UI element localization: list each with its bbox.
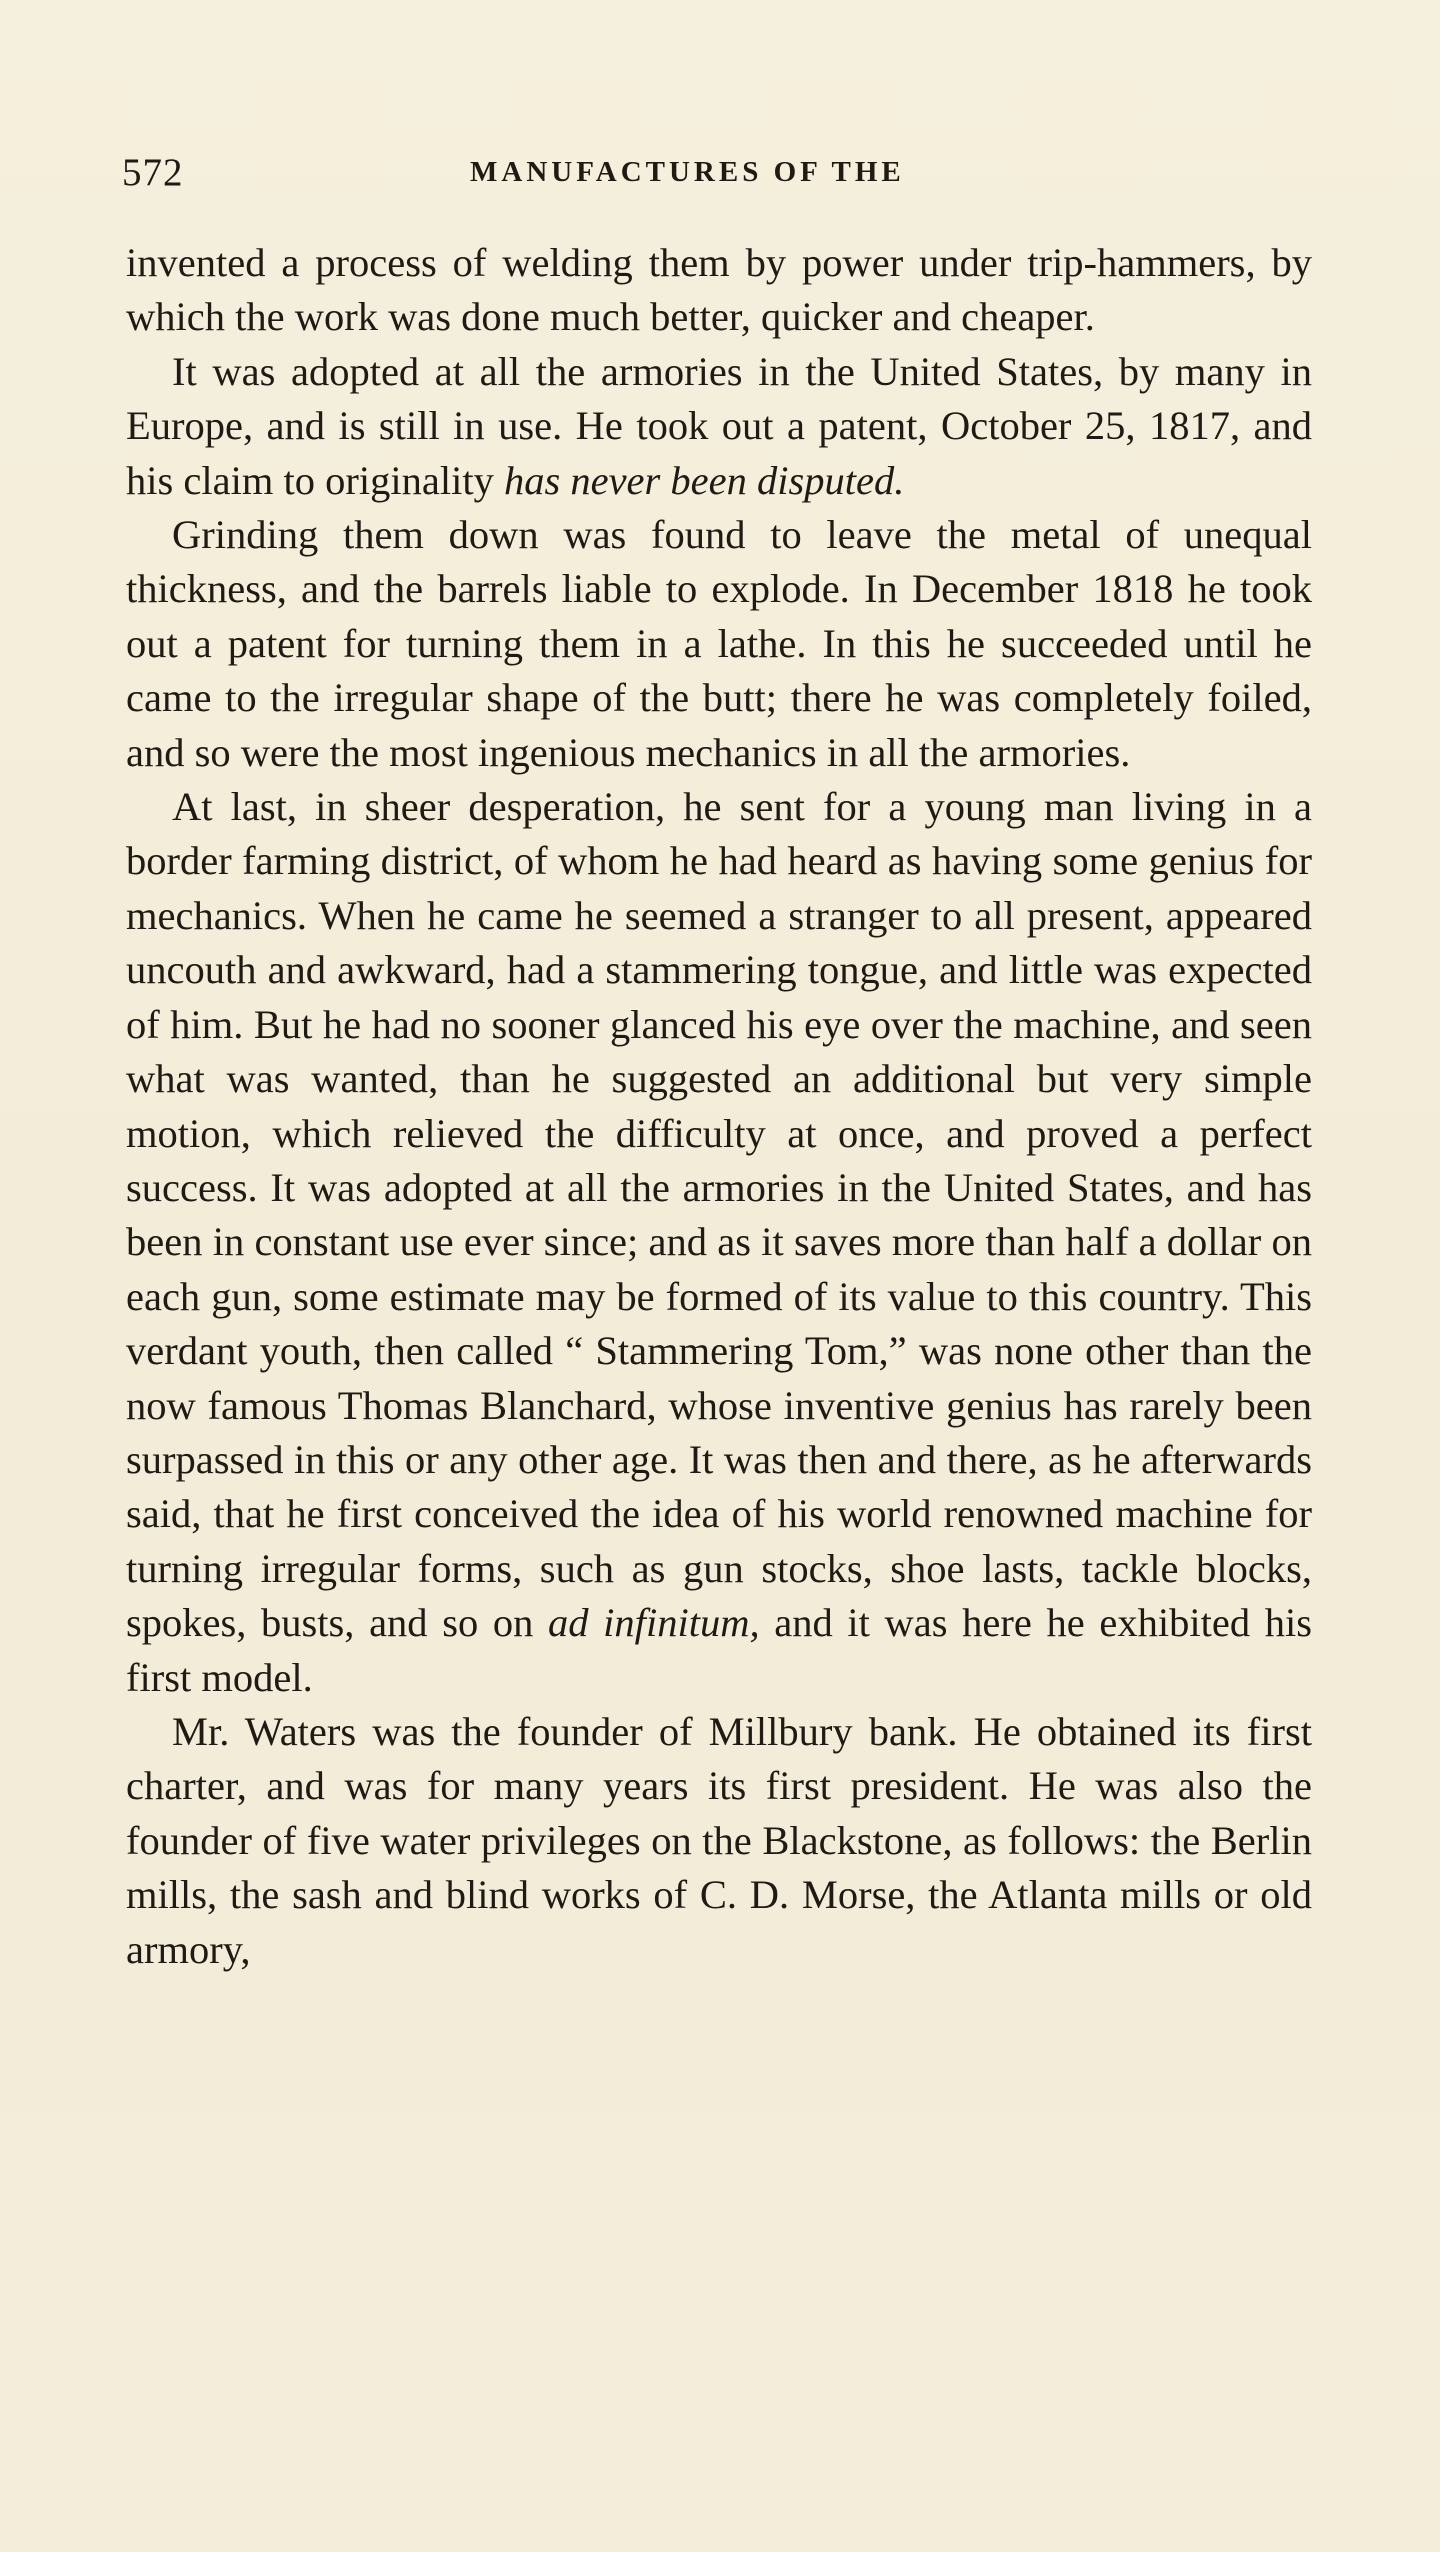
paragraph-blanchard-text: At last, in sheer desperation, he sent for a young man living in a border farming district, of whom he had heard as having some genius for mechanics. When he came he seemed a stranger to all present, appeared uncouth and awkward, had a stammering tongue, and little was expected of him. But he had no sooner glanced his eye over the machine, and seen what was wanted, than he suggested an additional but very simple motion, which relieved the difficulty at once, and proved a perfect success. It was adopted at all the armories in the United States, and has been in constant use ever since; and as it saves more than half a dollar on each gun, some estimate may be formed of its value to this country. This verdant youth, then called “ Stammering Tom,” was none other than the now famous Thomas Blanchard, whose inventive genius has rarely been surpassed in this or any other age. It was then and there, as he afterwards said, that he first conceived the idea of his world renowned machine for turning irregular forms, such as gun stocks, shoe lasts, tackle blocks, spokes, busts, and so on [126,784,1312,1646]
paragraph-patent-text: It was adopted at all the armories in the United States, by many in Europe, and is still in use. He took out a patent, October 25, 1817, and his claim to originality [126,348,1312,503]
paragraph-welding-text: invented a process of welding them by power under trip-hammers, by which the work was done much better, quicker and cheaper. [126,240,1312,340]
paragraph-waters-text: Mr. Waters was the founder of Millbury bank. He obtained its first charter, and was for many years its first president. He was also the founder of five water privileges on the Blackstone, as follows: the Berlin mills, the sash and blind works of C. D. Morse, the Atlanta mills or old armory, [126,1708,1312,1972]
paragraph-blanchard-end: and it was here he exhibited his first model. [126,1600,1312,1700]
paragraph-blanchard-italic: ad infinitum, [548,1600,760,1646]
paragraph-welding [126,236,1312,345]
paragraph-patent-italic: has never been disputed. [503,457,905,503]
paragraph-blanchard [126,780,1312,1705]
body-text [126,236,1312,1977]
paragraph-grinding-text: Grinding them down was found to leave the metal of unequal thickness, and the barrels liable to explode. In December 1818 he took out a patent for turning them in a lathe. In this he succeeded until he came to the irregular shape of the butt; there he was completely foiled, and so were the most ingenious mechanics in all the armories. [126,512,1312,775]
paragraph-grinding [126,508,1312,780]
paragraph-waters [126,1705,1312,1977]
paragraph-patent [126,345,1312,508]
page-number: 572 [122,151,184,194]
running-title: MANUFACTURES OF THE [470,156,905,188]
page-header [122,150,1312,210]
